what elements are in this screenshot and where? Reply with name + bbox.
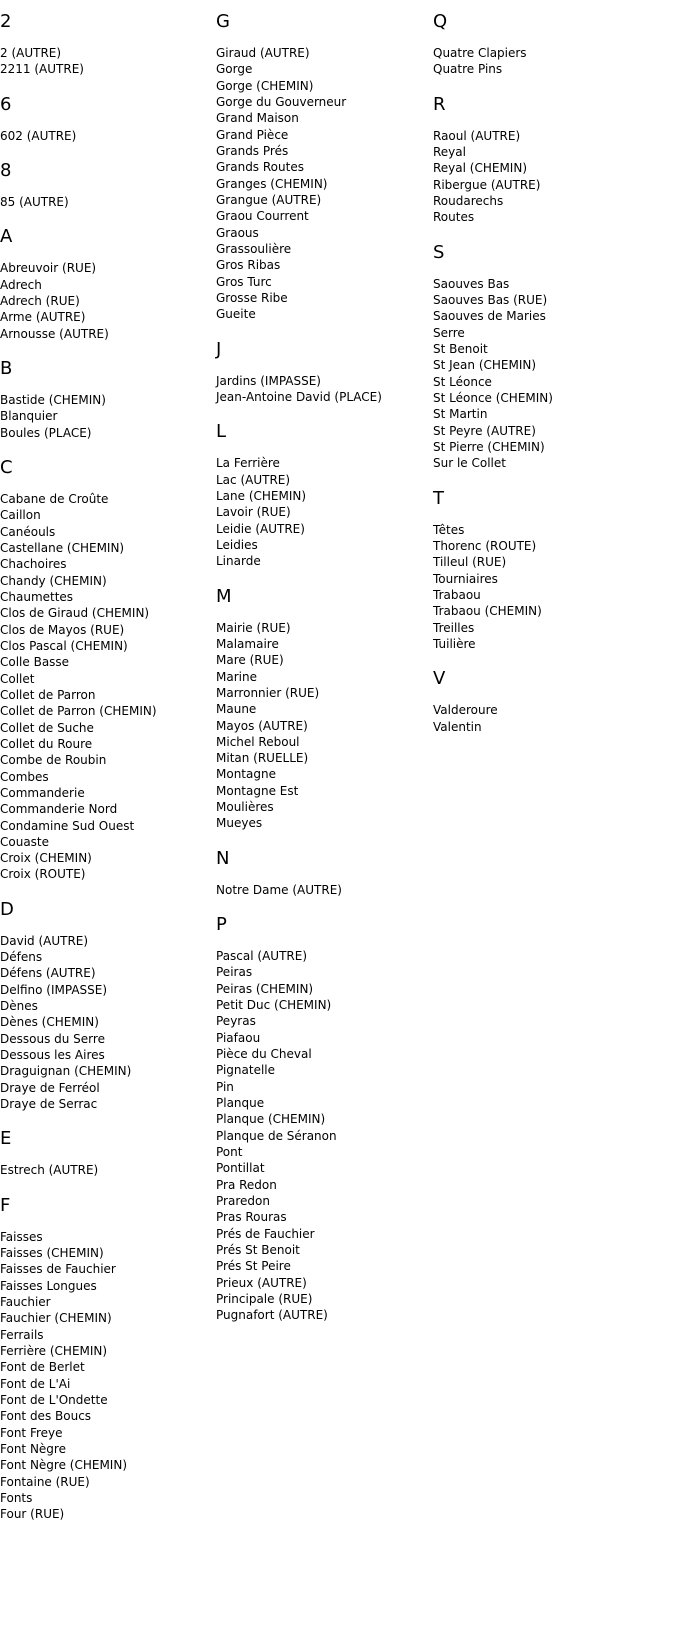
street-entry[interactable]: Peiras (CHEMIN) bbox=[216, 981, 314, 996]
street-entry[interactable]: Cabane de Croûte bbox=[0, 491, 109, 506]
street-entry[interactable]: Font de Berlet bbox=[0, 1360, 85, 1375]
street-entry[interactable]: Prieux (AUTRE) bbox=[216, 1275, 307, 1290]
street-entry[interactable]: Tilleul (RUE) bbox=[433, 555, 507, 570]
street-entry[interactable]: Gueite bbox=[216, 307, 256, 322]
section-letter-heading: J bbox=[216, 338, 222, 360]
street-entry[interactable]: Faisses bbox=[0, 1229, 43, 1244]
street-entry[interactable]: Font de L'Ai bbox=[0, 1376, 71, 1391]
street-entry[interactable]: Prés St Benoit bbox=[216, 1243, 300, 1258]
section-t bbox=[433, 489, 643, 653]
street-entry[interactable]: David (AUTRE) bbox=[0, 933, 89, 948]
section-s bbox=[433, 243, 643, 472]
section-letter-heading: S bbox=[433, 241, 445, 263]
street-entry[interactable]: La Ferrière bbox=[216, 456, 280, 471]
street-entry[interactable]: Clos Pascal (CHEMIN) bbox=[0, 638, 128, 653]
street-entry[interactable]: Combes bbox=[0, 769, 49, 784]
street-entry[interactable]: Marronnier (RUE) bbox=[216, 685, 320, 700]
street-entry[interactable]: Serre bbox=[433, 325, 465, 340]
street-entry[interactable]: Tourniaires bbox=[433, 571, 498, 586]
street-entry[interactable]: Estrech (AUTRE) bbox=[0, 1163, 99, 1178]
section-8 bbox=[0, 161, 210, 210]
street-entry[interactable]: Font Nègre bbox=[0, 1442, 66, 1457]
street-entry[interactable]: Maune bbox=[216, 702, 257, 717]
street-entry[interactable]: Mayos (AUTRE) bbox=[216, 718, 308, 733]
street-entry[interactable]: Pugnafort (AUTRE) bbox=[216, 1308, 328, 1323]
street-entry[interactable]: Couaste bbox=[0, 834, 50, 849]
street-entry[interactable]: Quatre Pins bbox=[433, 62, 503, 77]
street-entry[interactable]: Défens (AUTRE) bbox=[0, 966, 96, 981]
street-entry[interactable]: Routes bbox=[433, 210, 475, 225]
section-letter-heading: L bbox=[216, 421, 227, 443]
street-entry[interactable]: Pignatelle bbox=[216, 1063, 276, 1078]
street-list bbox=[433, 276, 643, 472]
street-entry[interactable]: Lane (CHEMIN) bbox=[216, 488, 307, 503]
street-entry[interactable]: Abreuvoir (RUE) bbox=[0, 261, 97, 276]
street-entry[interactable]: Delfino (IMPASSE) bbox=[0, 982, 108, 997]
street-entry[interactable]: Moulières bbox=[216, 800, 274, 815]
street-entry[interactable]: Adrech (RUE) bbox=[0, 293, 80, 308]
street-list bbox=[0, 1229, 210, 1523]
street-entry[interactable]: Font Freye bbox=[0, 1425, 63, 1440]
section-letter-heading: G bbox=[216, 11, 230, 32]
street-entry[interactable]: Leidies bbox=[216, 537, 258, 552]
street-entry[interactable]: 602 (AUTRE) bbox=[0, 128, 77, 143]
street-entry[interactable]: Faisses (CHEMIN) bbox=[0, 1246, 104, 1261]
street-list bbox=[0, 491, 210, 883]
street-entry[interactable]: Grand Pièce bbox=[216, 127, 289, 142]
street-entry[interactable]: Reyal (CHEMIN) bbox=[433, 161, 528, 176]
street-entry[interactable]: Grangue (AUTRE) bbox=[216, 192, 322, 207]
street-entry[interactable]: Giraud (AUTRE) bbox=[216, 46, 310, 60]
street-entry[interactable]: Michel Reboul bbox=[216, 734, 300, 749]
street-entry[interactable]: Grassoulière bbox=[216, 241, 292, 256]
section-letter-heading: T bbox=[433, 487, 444, 509]
street-entry[interactable]: Graous bbox=[216, 225, 259, 240]
street-list bbox=[216, 948, 426, 1324]
street-entry[interactable]: Marine bbox=[216, 669, 257, 684]
street-entry[interactable]: Pra Redon bbox=[216, 1177, 277, 1192]
section-letter-heading: Q bbox=[433, 11, 448, 32]
section-letter-heading: M bbox=[216, 585, 232, 607]
street-entry[interactable]: Draguignan (CHEMIN) bbox=[0, 1064, 132, 1079]
street-entry[interactable]: Linarde bbox=[216, 554, 261, 569]
street-entry[interactable]: Saouves de Maries bbox=[433, 309, 546, 324]
street-entry[interactable]: St Martin bbox=[433, 407, 488, 422]
street-entry[interactable]: Collet de Parron bbox=[0, 687, 96, 702]
section-letter-heading: 8 bbox=[0, 159, 12, 181]
section-n bbox=[216, 849, 426, 898]
street-entry[interactable]: Leidie (AUTRE) bbox=[216, 521, 305, 536]
street-entry[interactable]: Peyras bbox=[216, 1014, 256, 1029]
street-entry[interactable]: Notre Dame (AUTRE) bbox=[216, 882, 342, 897]
street-entry[interactable]: Thorenc (ROUTE) bbox=[433, 538, 537, 553]
section-letter-heading: E bbox=[0, 1128, 12, 1150]
street-entry[interactable]: Trabaou (CHEMIN) bbox=[433, 604, 542, 619]
street-list bbox=[0, 128, 210, 144]
street-list bbox=[216, 882, 426, 898]
street-entry[interactable]: Gorge du Gouverneur bbox=[216, 94, 347, 109]
street-entry[interactable]: St Léonce (CHEMIN) bbox=[433, 390, 553, 405]
street-entry[interactable]: Collet du Roure bbox=[0, 736, 93, 751]
street-entry[interactable]: Pontillat bbox=[216, 1161, 265, 1176]
street-entry[interactable]: St Léonce bbox=[433, 374, 492, 389]
street-entry[interactable]: Pont bbox=[216, 1145, 243, 1160]
street-entry[interactable]: St Jean (CHEMIN) bbox=[433, 358, 537, 373]
street-entry[interactable]: Granges (CHEMIN) bbox=[216, 176, 328, 191]
street-entry[interactable]: Grands Prés bbox=[216, 143, 289, 158]
street-entry[interactable]: 2211 (AUTRE) bbox=[0, 62, 84, 77]
street-list bbox=[0, 392, 210, 441]
street-entry[interactable]: Bastide (CHEMIN) bbox=[0, 392, 106, 407]
street-entry[interactable]: Clos de Mayos (RUE) bbox=[0, 622, 125, 637]
street-entry[interactable]: Grand Maison bbox=[216, 111, 299, 126]
street-entry[interactable]: Clos de Giraud (CHEMIN) bbox=[0, 606, 150, 621]
street-entry[interactable]: Ferrails bbox=[0, 1327, 44, 1342]
section-l bbox=[216, 422, 426, 569]
street-entry[interactable]: Fauchier bbox=[0, 1295, 51, 1310]
street-entry[interactable]: Croix (CHEMIN) bbox=[0, 851, 92, 866]
street-entry[interactable]: Chachoires bbox=[0, 557, 67, 572]
section-m bbox=[216, 587, 426, 832]
section-6 bbox=[0, 95, 210, 144]
street-list bbox=[0, 194, 210, 210]
street-entry[interactable]: Défens bbox=[0, 950, 43, 965]
street-entry[interactable]: Draye de Ferréol bbox=[0, 1080, 100, 1095]
section-g bbox=[216, 12, 426, 323]
street-entry[interactable]: Draye de Serrac bbox=[0, 1097, 98, 1112]
street-entry[interactable]: Faisses de Fauchier bbox=[0, 1262, 116, 1277]
street-entry[interactable]: Jardins (IMPASSE) bbox=[216, 373, 321, 388]
street-entry[interactable]: Ribergue (AUTRE) bbox=[433, 177, 541, 192]
street-entry[interactable]: Boules (PLACE) bbox=[0, 425, 92, 440]
street-entry[interactable]: Chandy (CHEMIN) bbox=[0, 573, 107, 588]
street-entry[interactable]: Malamaire bbox=[216, 636, 279, 651]
section-letter-heading: C bbox=[0, 456, 13, 478]
street-entry[interactable]: Four (RUE) bbox=[0, 1507, 65, 1522]
street-entry[interactable]: Dessous les Aires bbox=[0, 1048, 105, 1063]
street-entry[interactable]: Treilles bbox=[433, 620, 475, 635]
street-entry[interactable]: Arme (AUTRE) bbox=[0, 310, 86, 325]
street-entry[interactable]: Mueyes bbox=[216, 816, 263, 831]
street-entry[interactable]: Planque de Séranon bbox=[216, 1128, 337, 1143]
street-entry[interactable]: Font Nègre (CHEMIN) bbox=[0, 1458, 128, 1473]
street-entry[interactable]: Ferrière (CHEMIN) bbox=[0, 1344, 108, 1359]
street-entry[interactable]: Pascal (AUTRE) bbox=[216, 949, 308, 964]
street-entry[interactable]: Têtes bbox=[433, 522, 465, 537]
street-entry[interactable]: Prés de Fauchier bbox=[216, 1226, 315, 1241]
section-q bbox=[433, 12, 643, 78]
section-letter-heading: D bbox=[0, 898, 14, 920]
section-letter-heading: V bbox=[433, 668, 446, 690]
street-entry[interactable]: Castellane (CHEMIN) bbox=[0, 540, 125, 555]
street-list bbox=[0, 933, 210, 1113]
street-list bbox=[433, 522, 643, 653]
section-letter-heading: N bbox=[216, 847, 230, 869]
street-entry[interactable]: Gros Ribas bbox=[216, 258, 281, 273]
street-entry[interactable]: Condamine Sud Ouest bbox=[0, 818, 135, 833]
street-entry[interactable]: Lavoir (RUE) bbox=[216, 505, 291, 520]
street-entry[interactable]: Collet bbox=[0, 671, 35, 686]
street-list bbox=[0, 260, 210, 342]
street-entry[interactable]: Font des Boucs bbox=[0, 1409, 92, 1424]
street-entry[interactable]: Pièce du Cheval bbox=[216, 1047, 312, 1062]
street-entry[interactable]: Roudarechs bbox=[433, 193, 504, 208]
street-entry[interactable]: Peiras bbox=[216, 965, 253, 980]
street-entry[interactable]: Quatre Clapiers bbox=[433, 46, 527, 60]
street-entry[interactable]: Mare (RUE) bbox=[216, 653, 284, 668]
section-a bbox=[0, 227, 210, 342]
street-entry[interactable]: Gorge (CHEMIN) bbox=[216, 78, 314, 93]
street-entry[interactable]: Montagne Est bbox=[216, 783, 299, 798]
street-entry[interactable]: Font de L'Ondette bbox=[0, 1393, 108, 1408]
street-entry[interactable]: Grosse Ribe bbox=[216, 290, 288, 305]
street-entry[interactable]: Combe de Roubin bbox=[0, 753, 107, 768]
street-entry[interactable]: Petit Duc (CHEMIN) bbox=[216, 998, 332, 1013]
index-column-3 bbox=[433, 12, 643, 752]
street-entry[interactable]: Reyal bbox=[433, 144, 466, 159]
section-2 bbox=[0, 12, 210, 78]
section-r bbox=[433, 95, 643, 226]
section-v bbox=[433, 669, 643, 735]
street-entry[interactable]: St Peyre (AUTRE) bbox=[433, 423, 536, 438]
street-entry[interactable]: Grands Routes bbox=[216, 160, 304, 175]
section-p bbox=[216, 915, 426, 1324]
street-list bbox=[433, 128, 643, 226]
street-list bbox=[216, 620, 426, 832]
street-entry[interactable]: St Pierre (CHEMIN) bbox=[433, 439, 545, 454]
street-entry[interactable]: 85 (AUTRE) bbox=[0, 194, 69, 209]
street-entry[interactable]: Piafaou bbox=[216, 1030, 261, 1045]
street-list bbox=[433, 45, 643, 78]
street-list bbox=[0, 45, 210, 78]
street-entry[interactable]: Saouves Bas bbox=[433, 276, 510, 291]
street-entry[interactable]: Raoul (AUTRE) bbox=[433, 128, 521, 143]
section-j bbox=[216, 340, 426, 406]
street-entry[interactable]: Valentin bbox=[433, 719, 482, 734]
section-letter-heading: F bbox=[0, 1194, 11, 1216]
street-entry[interactable]: Mairie (RUE) bbox=[216, 620, 291, 635]
street-entry[interactable]: Trabaou bbox=[433, 587, 481, 602]
street-list bbox=[0, 1162, 210, 1178]
street-entry[interactable]: Arnousse (AUTRE) bbox=[0, 326, 109, 341]
street-entry[interactable]: Blanquier bbox=[0, 409, 58, 424]
street-entry[interactable]: Commanderie Nord bbox=[0, 802, 118, 817]
street-list bbox=[433, 702, 643, 735]
street-list bbox=[216, 455, 426, 569]
street-entry[interactable]: Mitan (RUELLE) bbox=[216, 751, 309, 766]
street-entry[interactable]: Dènes bbox=[0, 999, 38, 1014]
street-entry[interactable]: Sur le Collet bbox=[433, 456, 506, 471]
section-letter-heading: B bbox=[0, 357, 13, 379]
section-letter-heading: A bbox=[0, 226, 13, 248]
section-d bbox=[0, 900, 210, 1113]
street-entry[interactable]: Dènes (CHEMIN) bbox=[0, 1015, 99, 1030]
section-letter-heading: 2 bbox=[0, 11, 12, 32]
street-entry[interactable]: Planque (CHEMIN) bbox=[216, 1112, 326, 1127]
street-entry[interactable]: Gros Turc bbox=[216, 274, 272, 289]
street-entry[interactable]: Dessous du Serre bbox=[0, 1031, 105, 1046]
street-entry[interactable]: Planque bbox=[216, 1096, 265, 1111]
street-entry[interactable]: Montagne bbox=[216, 767, 276, 782]
section-letter-heading: R bbox=[433, 93, 446, 115]
street-entry[interactable]: Prés St Peire bbox=[216, 1259, 291, 1274]
street-entry[interactable]: Fonts bbox=[0, 1491, 33, 1505]
street-entry[interactable]: Collet de Parron (CHEMIN) bbox=[0, 704, 157, 719]
street-entry[interactable]: Praredon bbox=[216, 1194, 270, 1209]
street-entry[interactable]: Caillon bbox=[0, 508, 41, 523]
street-entry[interactable]: St Benoit bbox=[433, 341, 488, 356]
street-list bbox=[216, 45, 426, 323]
section-b bbox=[0, 359, 210, 441]
street-entry[interactable]: Jean-Antoine David (PLACE) bbox=[216, 389, 382, 404]
street-entry[interactable]: 2 (AUTRE) bbox=[0, 46, 62, 60]
street-entry[interactable]: Lac (AUTRE) bbox=[216, 472, 291, 487]
street-entry[interactable]: Adrech bbox=[0, 277, 42, 292]
street-entry[interactable]: Canéouls bbox=[0, 524, 56, 539]
street-entry[interactable]: Croix (ROUTE) bbox=[0, 867, 86, 882]
section-c bbox=[0, 458, 210, 883]
street-entry[interactable]: Fontaine (RUE) bbox=[0, 1474, 90, 1489]
section-f bbox=[0, 1196, 210, 1523]
street-entry[interactable]: Principale (RUE) bbox=[216, 1292, 313, 1307]
index-column-2 bbox=[216, 12, 426, 1341]
section-letter-heading: 6 bbox=[0, 93, 12, 115]
street-entry[interactable]: Valderoure bbox=[433, 703, 498, 718]
street-entry[interactable]: Collet de Suche bbox=[0, 720, 94, 735]
street-entry[interactable]: Faisses Longues bbox=[0, 1278, 97, 1293]
street-entry[interactable]: Chaumettes bbox=[0, 589, 74, 604]
street-list bbox=[216, 373, 426, 406]
street-entry[interactable]: Saouves Bas (RUE) bbox=[433, 292, 548, 307]
section-letter-heading: P bbox=[216, 914, 227, 936]
section-e bbox=[0, 1129, 210, 1178]
street-entry[interactable]: Graou Courrent bbox=[216, 209, 309, 224]
street-entry[interactable]: Commanderie bbox=[0, 785, 85, 800]
street-entry[interactable]: Fauchier (CHEMIN) bbox=[0, 1311, 112, 1326]
street-entry[interactable]: Pin bbox=[216, 1079, 234, 1094]
index-column-1 bbox=[0, 12, 210, 1540]
street-entry[interactable]: Pras Rouras bbox=[216, 1210, 287, 1225]
street-entry[interactable]: Gorge bbox=[216, 62, 253, 77]
street-entry[interactable]: Tuilière bbox=[433, 636, 476, 651]
street-entry[interactable]: Colle Basse bbox=[0, 655, 70, 670]
